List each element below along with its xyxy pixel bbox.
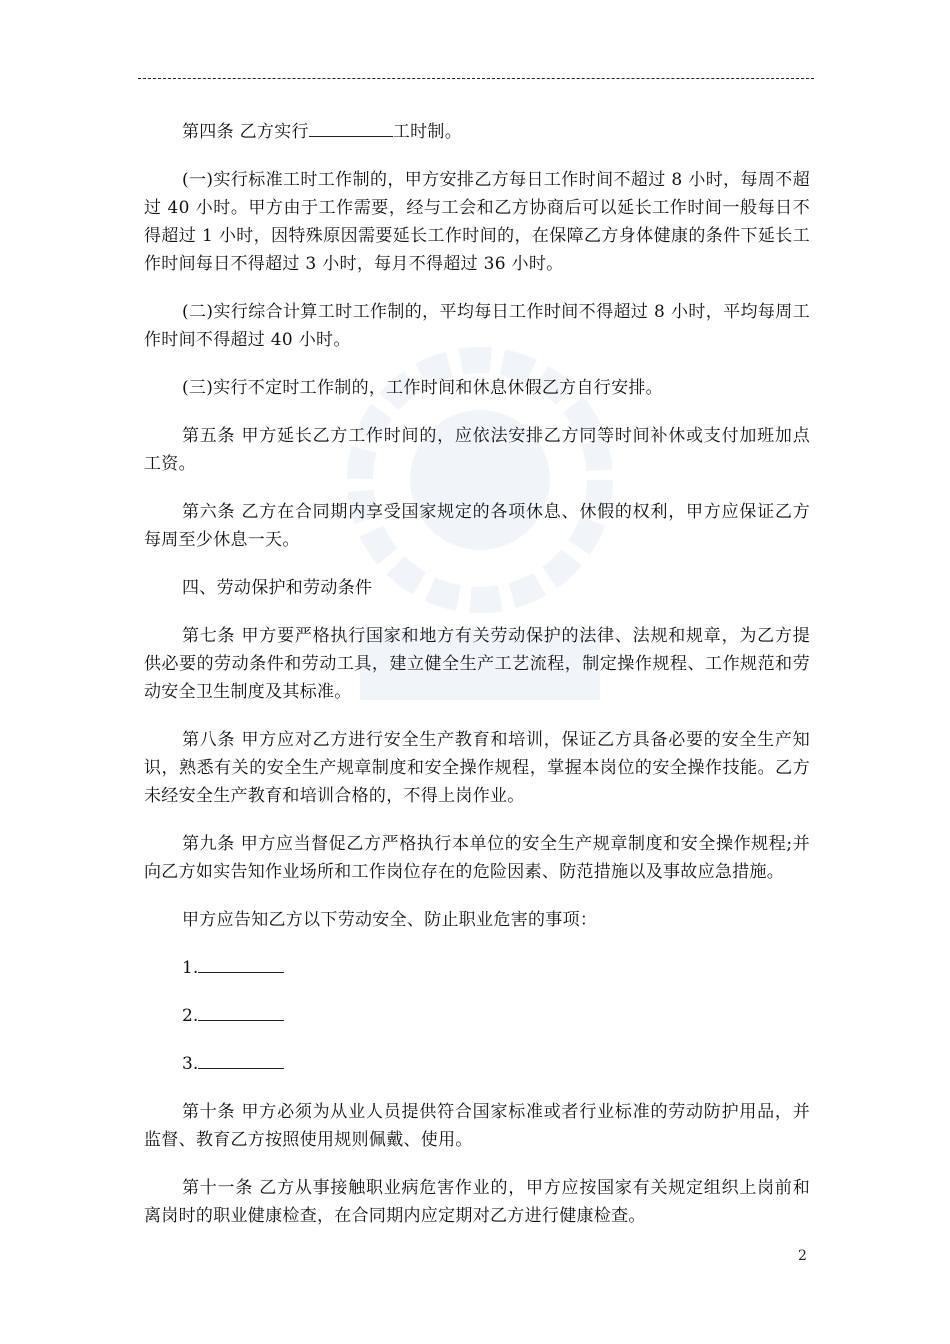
list-item bbox=[144, 954, 810, 982]
document-body bbox=[144, 118, 810, 1250]
page-number: 2 bbox=[798, 1248, 807, 1264]
notice-paragraph: 甲方应告知乙方以下劳动安全、防止职业危害的事项： bbox=[182, 910, 598, 930]
list-item-blank bbox=[198, 954, 284, 973]
list-item-blank bbox=[198, 1050, 284, 1069]
header-dashed-rule bbox=[138, 78, 814, 79]
article-5: 第五条 甲方延长乙方工作时间的，应依法安排乙方同等时间补休或支付加班加点工资。 bbox=[144, 426, 810, 474]
article-4-clause-1: (一)实行标准工时工作制的，甲方安排乙方每日工作时间不超过 8 小时，每周不超过 40 小时。甲方由于工作需要，经与工会和乙方协商后可以延长工作时间一般每日不得超过 1 小时，因特殊原因需要延长工作时间的，在保障乙方身体健康的条件下延长工作时间每日不得超过 3 小时，每月不得超过 36 小时。 bbox=[144, 170, 810, 274]
list-item bbox=[144, 1002, 810, 1030]
article-4-suffix: 工时制。 bbox=[392, 122, 463, 142]
working-hours-blank bbox=[309, 118, 393, 137]
list-item bbox=[144, 1050, 810, 1078]
list-item-blank bbox=[198, 1002, 284, 1021]
article-4-clause-3: (三)实行不定时工作制的，工作时间和休息休假乙方自行安排。 bbox=[182, 378, 663, 398]
article-10: 第十条 甲方必须为从业人员提供符合国家标准或者行业标准的劳动防护用品，并监督、教育乙方按照使用规则佩戴、使用。 bbox=[144, 1102, 810, 1150]
article-8: 第八条 甲方应对乙方进行安全生产教育和培训，保证乙方具备必要的安全生产知识，熟悉有关的安全生产规章制度和安全操作规程，掌握本岗位的安全操作技能。乙方未经安全生产教育和培训合格的，不得上岗作业。 bbox=[144, 730, 810, 806]
article-4-clause-2: (二)实行综合计算工时工作制的，平均每日工作时间不得超过 8 小时，平均每周工作时间不得超过 40 小时。 bbox=[144, 302, 810, 350]
article-4 bbox=[144, 118, 810, 146]
article-9: 第九条 甲方应当督促乙方严格执行本单位的安全生产规章制度和安全操作规程;并向乙方如实告知作业场所和工作岗位存在的危险因素、防范措施以及事故应急措施。 bbox=[144, 834, 810, 882]
article-11: 第十一条 乙方从事接触职业病危害作业的，甲方应按国家有关规定组织上岗前和离岗时的职业健康检查，在合同期内应定期对乙方进行健康检查。 bbox=[144, 1178, 810, 1226]
article-7: 第七条 甲方要严格执行国家和地方有关劳动保护的法律、法规和规章，为乙方提供必要的劳动条件和劳动工具，建立健全生产工艺流程，制定操作规程、工作规范和劳动安全卫生制度及其标准。 bbox=[144, 626, 810, 702]
article-6: 第六条 乙方在合同期内享受国家规定的各项休息、休假的权利，甲方应保证乙方每周至少休息一天。 bbox=[144, 502, 810, 550]
list-item-number: 2. bbox=[182, 1006, 199, 1026]
list-item-number: 1. bbox=[182, 958, 199, 978]
article-4-prefix: 第四条 乙方实行 bbox=[182, 122, 309, 142]
section-4-heading: 四、劳动保护和劳动条件 bbox=[182, 578, 373, 598]
list-item-number: 3. bbox=[182, 1054, 199, 1074]
